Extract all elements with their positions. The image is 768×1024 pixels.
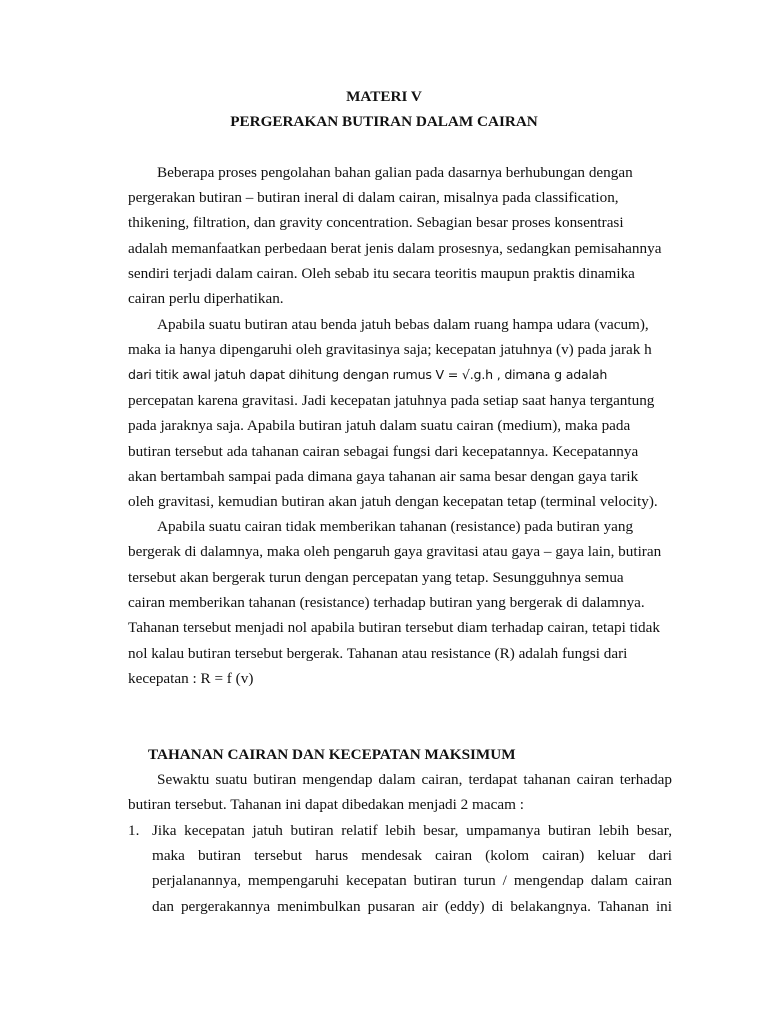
- paragraph-line: cairan memberikan tahanan (resistance) terhadap butiran yang bergerak di dalamnya.: [128, 594, 645, 611]
- list-item-line: maka butiran tersebut harus mendesak cairan (kolom cairan) keluar dari: [152, 847, 672, 864]
- paragraph-line: oleh gravitasi, kemudian butiran akan jatuh dengan kecepatan tetap (terminal velocity).: [128, 493, 658, 510]
- paragraph-line: percepatan karena gravitasi. Jadi kecepatan jatuhnya pada setiap saat hanya tergantung: [128, 392, 655, 409]
- paragraph-line: sendiri terjadi dalam cairan. Oleh sebab itu secara teoritis maupun praktis dinamika: [128, 265, 635, 282]
- paragraph-line: maka ia hanya dipengaruhi oleh gravitasinya saja; kecepatan jatuhnya (v) pada jarak h: [128, 341, 652, 358]
- list-item-line: Jika kecepatan jatuh butiran relatif lebih besar, umpamanya butiran lebih besar,: [152, 822, 672, 839]
- paragraph-line: adalah memanfaatkan perbedaan berat jenis dalam prosesnya, sedangkan pemisahannya: [128, 240, 662, 257]
- paragraph-line: akan bertambah sampai pada dimana gaya tahanan air sama besar dengan gaya tarik: [128, 468, 639, 485]
- paragraph-line: Beberapa proses pengolahan bahan galian pada dasarnya berhubungan dengan: [157, 164, 633, 181]
- section-heading: TAHANAN CAIRAN DAN KECEPATAN MAKSIMUM: [148, 746, 516, 763]
- paragraph-line: Sewaktu suatu butiran mengendap dalam cairan, terdapat tahanan cairan terhadap: [157, 771, 672, 788]
- paragraph-line: butiran tersebut ada tahanan cairan sebagai fungsi dari kecepatannya. Kecepatannya: [128, 443, 639, 460]
- paragraph-line: nol kalau butiran tersebut bergerak. Tahanan atau resistance (R) adalah fungsi dari: [128, 645, 628, 662]
- formula-line: dari titik awal jatuh dapat dihitung dengan rumus V = √.g.h , dimana g adalah: [128, 367, 608, 382]
- paragraph-line: Apabila suatu butiran atau benda jatuh bebas dalam ruang hampa udara (vacum),: [157, 316, 649, 333]
- paragraph-line: bergerak di dalamnya, maka oleh pengaruh gaya gravitasi atau gaya – gaya lain, butiran: [128, 543, 662, 560]
- paragraph-line: pergerakan butiran – butiran ineral di dalam cairan, misalnya pada classification,: [128, 189, 619, 206]
- paragraph-line: kecepatan : R = f (v): [128, 670, 254, 687]
- paragraph-line: pada jaraknya saja. Apabila butiran jatuh dalam suatu cairan (medium), maka pada: [128, 417, 631, 434]
- paragraph-line: Apabila suatu cairan tidak memberikan tahanan (resistance) pada butiran yang: [157, 518, 634, 535]
- paragraph-line: Tahanan tersebut menjadi nol apabila butiran tersebut diam terhadap cairan, tetapi tidak: [128, 619, 660, 636]
- document-title: MATERI V: [346, 88, 422, 105]
- paragraph-line: cairan perlu diperhatikan.: [128, 290, 284, 307]
- list-item-line: dan pergerakannya menimbulkan pusaran air (eddy) di belakangnya. Tahanan ini: [152, 898, 672, 915]
- paragraph-line: thikening, filtration, dan gravity concentration. Sebagian besar proses konsentrasi: [128, 214, 624, 231]
- paragraph-line: tersebut akan bergerak turun dengan percepatan yang tetap. Sesungguhnya semua: [128, 569, 624, 586]
- paragraph-line: butiran tersebut. Tahanan ini dapat dibedakan menjadi 2 macam :: [128, 796, 524, 813]
- document-subtitle: PERGERAKAN BUTIRAN DALAM CAIRAN: [230, 113, 538, 130]
- list-number: 1.: [128, 822, 140, 839]
- list-item-line: perjalanannya, mempengaruhi kecepatan butiran turun / mengendap dalam cairan: [152, 872, 672, 889]
